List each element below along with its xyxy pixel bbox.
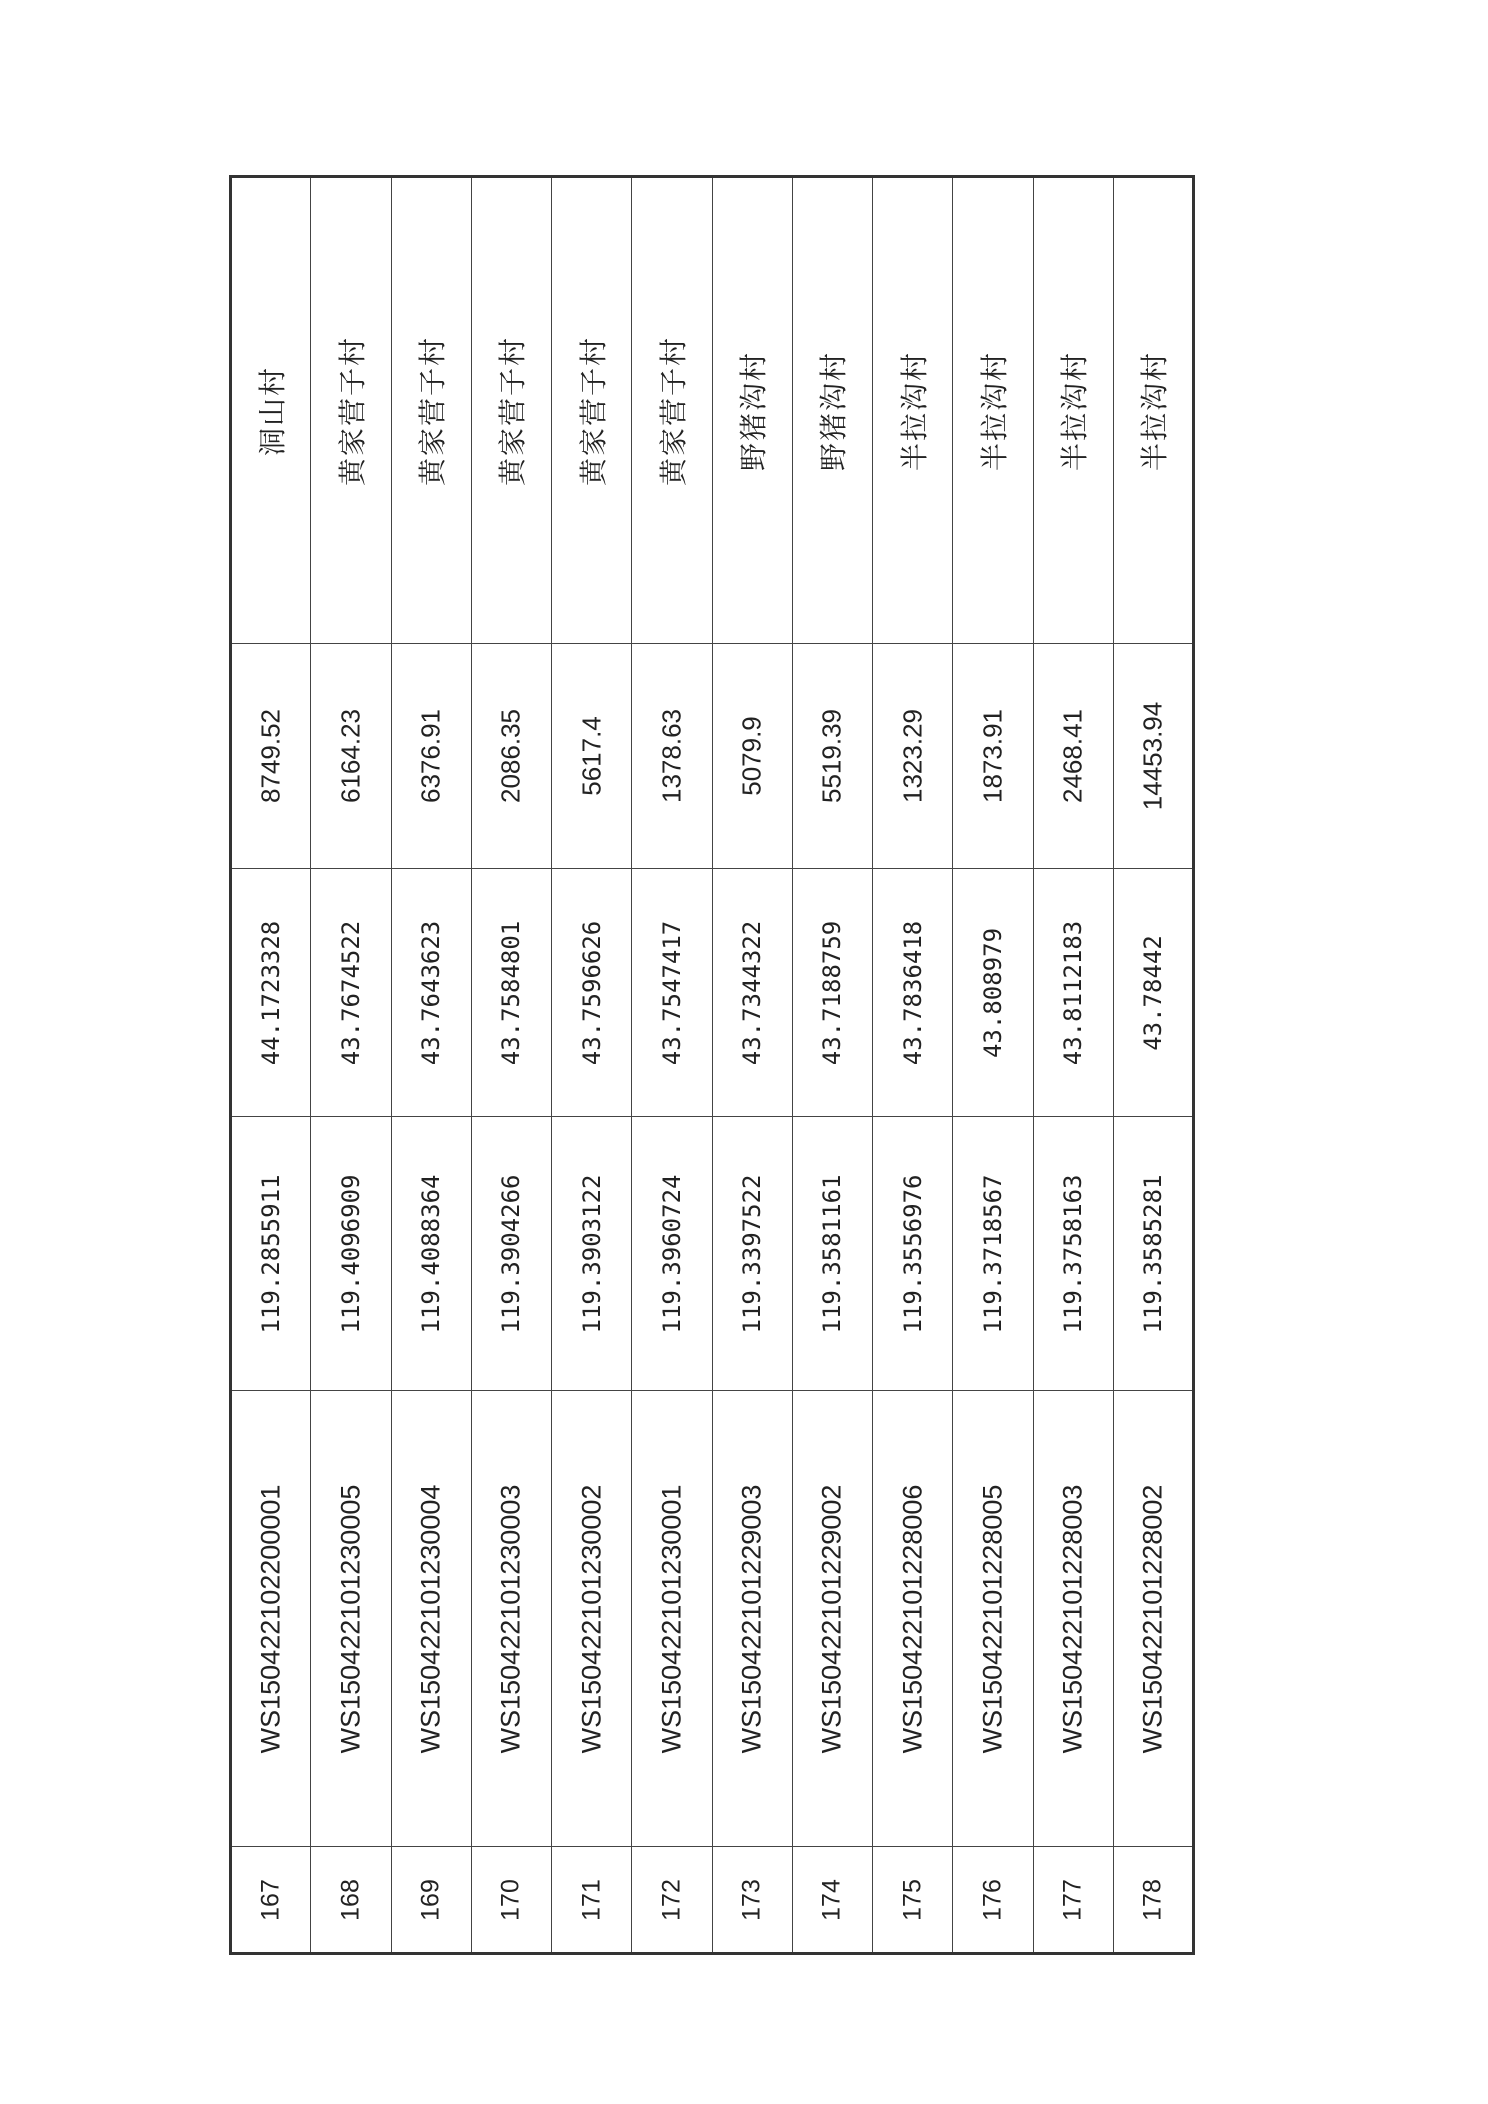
longitude-cell-text: 119.4088364: [417, 1174, 446, 1333]
longitude-cell: [632, 1117, 712, 1391]
village-cell-text: 黄家营子村: [576, 335, 610, 486]
area-cell: [391, 644, 471, 869]
latitude-cell: [311, 869, 391, 1117]
code-cell: [391, 1391, 471, 1847]
latitude-cell-text: 43.7674522: [336, 920, 365, 1065]
area-cell: [953, 644, 1033, 869]
code-cell-text: WS150422101228003: [1057, 1484, 1088, 1753]
latitude-cell: [391, 869, 471, 1117]
code-cell-text: WS150422101230001: [656, 1484, 687, 1753]
latitude-cell: [712, 869, 792, 1117]
area-cell: [231, 644, 311, 869]
area-cell: [1033, 644, 1113, 869]
latitude-cell-text: 43.8112183: [1059, 920, 1088, 1065]
row-number-cell: [953, 1847, 1033, 1954]
row-number-cell-text: 178: [1138, 1878, 1167, 1921]
area-cell: [792, 644, 872, 869]
code-cell: [471, 1391, 551, 1847]
row-number-cell-text: 175: [898, 1878, 927, 1921]
area-cell-text: 6376.91: [415, 709, 446, 803]
code-cell-text: WS150422101230005: [335, 1484, 366, 1753]
code-cell: [311, 1391, 391, 1847]
village-cell-text: 野猪沟村: [737, 350, 771, 471]
latitude-cell: [231, 869, 311, 1117]
area-cell: [873, 644, 953, 869]
field-band-area: [231, 644, 1194, 869]
area-cell: [712, 644, 792, 869]
field-band-no: [231, 1847, 1194, 1954]
village-cell: [1113, 177, 1193, 644]
code-cell: [1113, 1391, 1193, 1847]
row-number-cell: [712, 1847, 792, 1954]
longitude-cell: [792, 1117, 872, 1391]
village-cell: [552, 177, 632, 644]
village-cell: [311, 177, 391, 644]
row-number-cell-text: 170: [496, 1878, 525, 1921]
longitude-cell-text: 119.3758163: [1059, 1174, 1088, 1333]
code-cell-text: WS150422102200001: [255, 1484, 286, 1753]
row-number-cell-text: 172: [657, 1878, 686, 1921]
row-number-cell: [552, 1847, 632, 1954]
row-number-cell-text: 171: [577, 1878, 606, 1921]
code-cell: [792, 1391, 872, 1847]
area-cell-text: 1873.91: [977, 709, 1008, 803]
longitude-cell: [552, 1117, 632, 1391]
village-cell-text: 黄家营子村: [416, 335, 450, 486]
area-cell-text: 1323.29: [897, 709, 928, 803]
field-band-lon: [231, 1117, 1194, 1391]
area-cell: [1113, 644, 1193, 869]
village-cell: [391, 177, 471, 644]
area-cell-text: 2086.35: [495, 709, 526, 803]
row-number-cell: [1033, 1847, 1113, 1954]
village-cell-text: 黄家营子村: [496, 335, 530, 486]
longitude-cell-text: 119.3718567: [978, 1174, 1007, 1333]
row-number-cell: [792, 1847, 872, 1954]
code-cell: [953, 1391, 1033, 1847]
village-cell-text: 野猪沟村: [817, 350, 851, 471]
area-cell-text: 6164.23: [335, 709, 366, 803]
longitude-cell: [873, 1117, 953, 1391]
village-cell-text: 黄家营子村: [335, 335, 369, 486]
latitude-cell-text: 43.7188759: [818, 920, 847, 1065]
code-cell-text: WS150422101228002: [1137, 1484, 1168, 1753]
area-cell: [471, 644, 551, 869]
longitude-cell: [391, 1117, 471, 1391]
latitude-cell-text: 43.7584801: [497, 920, 526, 1065]
longitude-cell-text: 119.4096909: [336, 1174, 365, 1333]
row-number-cell: [471, 1847, 551, 1954]
code-cell-text: WS150422101228005: [977, 1484, 1008, 1753]
code-cell: [552, 1391, 632, 1847]
code-cell: [1033, 1391, 1113, 1847]
area-cell: [552, 644, 632, 869]
row-number-cell-text: 176: [978, 1878, 1007, 1921]
longitude-cell: [712, 1117, 792, 1391]
village-cell: [471, 177, 551, 644]
code-cell: [712, 1391, 792, 1847]
area-cell-text: 14453.94: [1137, 701, 1168, 811]
row-number-cell-text: 177: [1058, 1878, 1087, 1921]
latitude-cell: [873, 869, 953, 1117]
village-cell-text: 半拉沟村: [1058, 350, 1092, 471]
code-cell: [231, 1391, 311, 1847]
area-cell: [311, 644, 391, 869]
latitude-cell-text: 44.1723328: [257, 920, 286, 1065]
row-number-cell: [873, 1847, 953, 1954]
latitude-cell: [953, 869, 1033, 1117]
latitude-cell-text: 43.7643623: [417, 920, 446, 1065]
longitude-cell-text: 119.3904266: [497, 1174, 526, 1333]
latitude-cell: [1033, 869, 1113, 1117]
area-cell-text: 5519.39: [816, 709, 847, 803]
longitude-cell: [231, 1117, 311, 1391]
village-cell: [712, 177, 792, 644]
row-number-cell-text: 173: [737, 1878, 766, 1921]
code-cell: [632, 1391, 712, 1847]
longitude-cell: [953, 1117, 1033, 1391]
longitude-cell: [1113, 1117, 1193, 1391]
longitude-cell-text: 119.3903122: [577, 1174, 606, 1333]
area-cell-text: 1378.63: [656, 709, 687, 803]
latitude-cell: [471, 869, 551, 1117]
row-number-cell: [311, 1847, 391, 1954]
village-cell-text: 半拉沟村: [977, 350, 1011, 471]
row-number-cell: [632, 1847, 712, 1954]
village-cell: [632, 177, 712, 644]
longitude-cell: [471, 1117, 551, 1391]
latitude-cell: [632, 869, 712, 1117]
longitude-cell-text: 119.3556976: [898, 1174, 927, 1333]
latitude-cell-text: 43.808979: [978, 927, 1007, 1058]
field-band-village: [231, 177, 1194, 644]
longitude-cell-text: 119.3397522: [738, 1174, 767, 1333]
village-cell-text: 半拉沟村: [897, 350, 931, 471]
data-table: [229, 175, 1195, 1955]
row-number-cell-text: 167: [256, 1878, 285, 1921]
village-cell-text: 洞山村: [256, 365, 290, 456]
code-cell-text: WS150422101230002: [576, 1484, 607, 1753]
row-number-cell-text: 168: [336, 1878, 365, 1921]
area-cell-text: 5079.9: [736, 716, 767, 796]
field-band-code: [231, 1391, 1194, 1847]
longitude-cell: [1033, 1117, 1113, 1391]
area-cell: [632, 644, 712, 869]
code-cell-text: WS150422101229002: [816, 1484, 847, 1753]
village-cell: [1033, 177, 1113, 644]
longitude-cell-text: 119.2855911: [257, 1174, 286, 1333]
longitude-cell-text: 119.3960724: [657, 1174, 686, 1333]
longitude-cell-text: 119.3581161: [818, 1174, 847, 1333]
longitude-cell: [311, 1117, 391, 1391]
latitude-cell-text: 43.7547417: [657, 920, 686, 1065]
village-cell: [792, 177, 872, 644]
row-number-cell: [231, 1847, 311, 1954]
village-cell-text: 黄家营子村: [656, 335, 690, 486]
latitude-cell: [552, 869, 632, 1117]
village-cell: [873, 177, 953, 644]
area-cell-text: 2468.41: [1057, 709, 1088, 803]
latitude-cell: [1113, 869, 1193, 1117]
row-number-cell: [1113, 1847, 1193, 1954]
village-cell-text: 半拉沟村: [1137, 350, 1171, 471]
latitude-cell-text: 43.7836418: [898, 920, 927, 1065]
area-cell-text: 5617.4: [576, 716, 607, 796]
area-cell-text: 8749.52: [255, 709, 286, 803]
row-number-cell: [391, 1847, 471, 1954]
code-cell: [873, 1391, 953, 1847]
longitude-cell-text: 119.3585281: [1138, 1174, 1167, 1333]
row-number-cell-text: 174: [817, 1878, 846, 1921]
latitude-cell: [792, 869, 872, 1117]
field-band-lat: [231, 869, 1194, 1117]
latitude-cell-text: 43.78442: [1138, 934, 1167, 1051]
code-cell-text: WS150422101228006: [897, 1484, 928, 1753]
latitude-cell-text: 43.7344322: [738, 920, 767, 1065]
latitude-cell-text: 43.7596626: [577, 920, 606, 1065]
code-cell-text: WS150422101230003: [495, 1484, 526, 1753]
row-number-cell-text: 169: [416, 1878, 445, 1921]
code-cell-text: WS150422101230004: [415, 1484, 446, 1753]
village-cell: [953, 177, 1033, 644]
code-cell-text: WS150422101229003: [736, 1484, 767, 1753]
village-cell: [231, 177, 311, 644]
